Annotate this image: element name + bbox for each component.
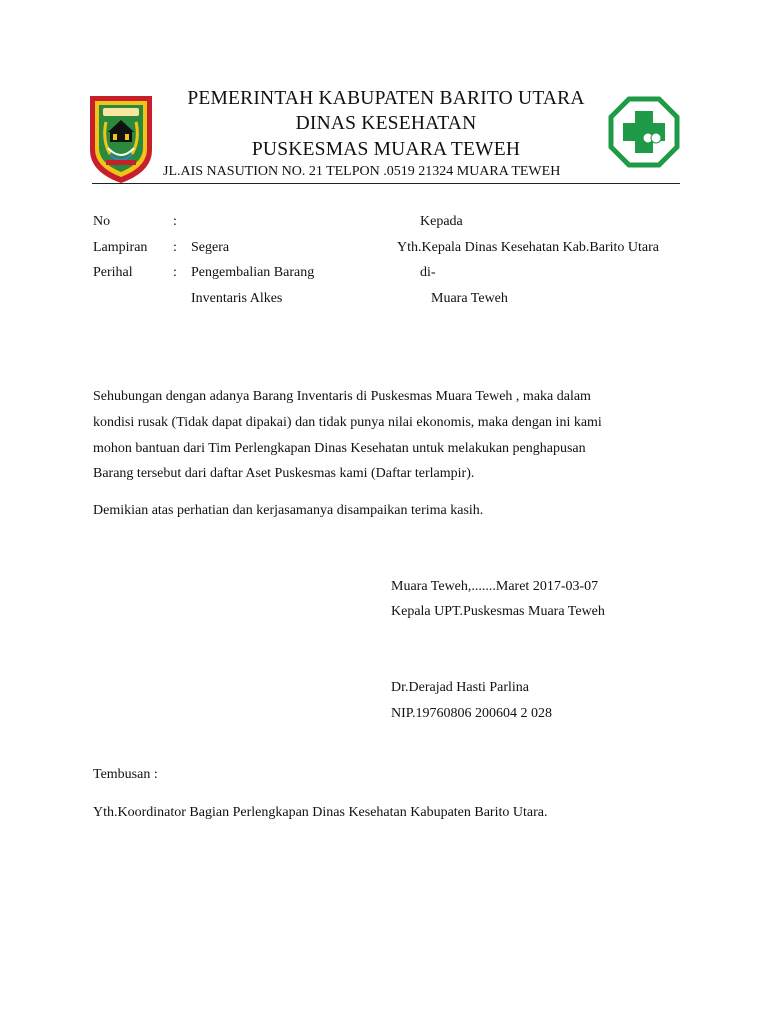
signature-nip: NIP.19760806 200604 2 028: [391, 706, 553, 721]
cc-label: Tembusan :: [93, 767, 158, 782]
lampiran-value: Segera: [191, 240, 230, 255]
perihal-colon: :: [173, 265, 177, 280]
perihal-value-cont: Inventaris Alkes: [191, 291, 283, 306]
recipient-yth: Yth.Kepala Dinas Kesehatan Kab.Barito Utara: [397, 240, 660, 255]
letterhead-divider: [92, 183, 680, 184]
cc-line: Yth.Koordinator Bagian Perlengkapan Dinas Kesehatan Kabupaten Barito Utara.: [93, 805, 548, 820]
signature-place-date: Muara Teweh,.......Maret 2017-03-07: [391, 579, 599, 594]
letterhead-department: DINAS KESEHATAN: [295, 113, 477, 134]
lampiran-label: Lampiran: [93, 240, 148, 255]
closing-sentence: Demikian atas perhatian dan kerjasamanya disampaikan terima kasih.: [93, 503, 484, 518]
no-label: No: [93, 214, 111, 229]
recipient-di: di-: [420, 265, 436, 280]
recipient-place: Muara Teweh: [431, 291, 508, 306]
no-colon: :: [173, 214, 177, 229]
letterhead-address: JL.AIS NASUTION NO. 21 TELPON .0519 21324 MUARA TEWEH: [163, 164, 561, 179]
body-line: Sehubungan dengan adanya Barang Inventaris di Puskesmas Muara Teweh , maka dalam: [93, 389, 591, 404]
lampiran-colon: :: [173, 240, 177, 255]
letterhead-government: PEMERINTAH KABUPATEN BARITO UTARA: [187, 88, 585, 109]
body-line: kondisi rusak (Tidak dapat dipakai) dan tidak punya nilai ekonomis, maka dengan ini kami: [93, 415, 602, 430]
recipient-kepada: Kepada: [420, 214, 463, 229]
body-line: mohon bantuan dari Tim Perlengkapan Dinas Kesehatan untuk melakukan penghapusan: [93, 441, 586, 456]
puskesmas-logo-icon: [608, 96, 680, 168]
letterhead-puskesmas: PUSKESMAS MUARA TEWEH: [251, 139, 521, 160]
body-line: Barang tersebut dari daftar Aset Puskesmas kami (Daftar terlampir).: [93, 466, 475, 481]
signature-name: Dr.Derajad Hasti Parlina: [391, 680, 530, 695]
perihal-value: Pengembalian Barang: [191, 265, 315, 280]
perihal-label: Perihal: [93, 265, 133, 280]
signature-position: Kepala UPT.Puskesmas Muara Teweh: [391, 604, 605, 619]
